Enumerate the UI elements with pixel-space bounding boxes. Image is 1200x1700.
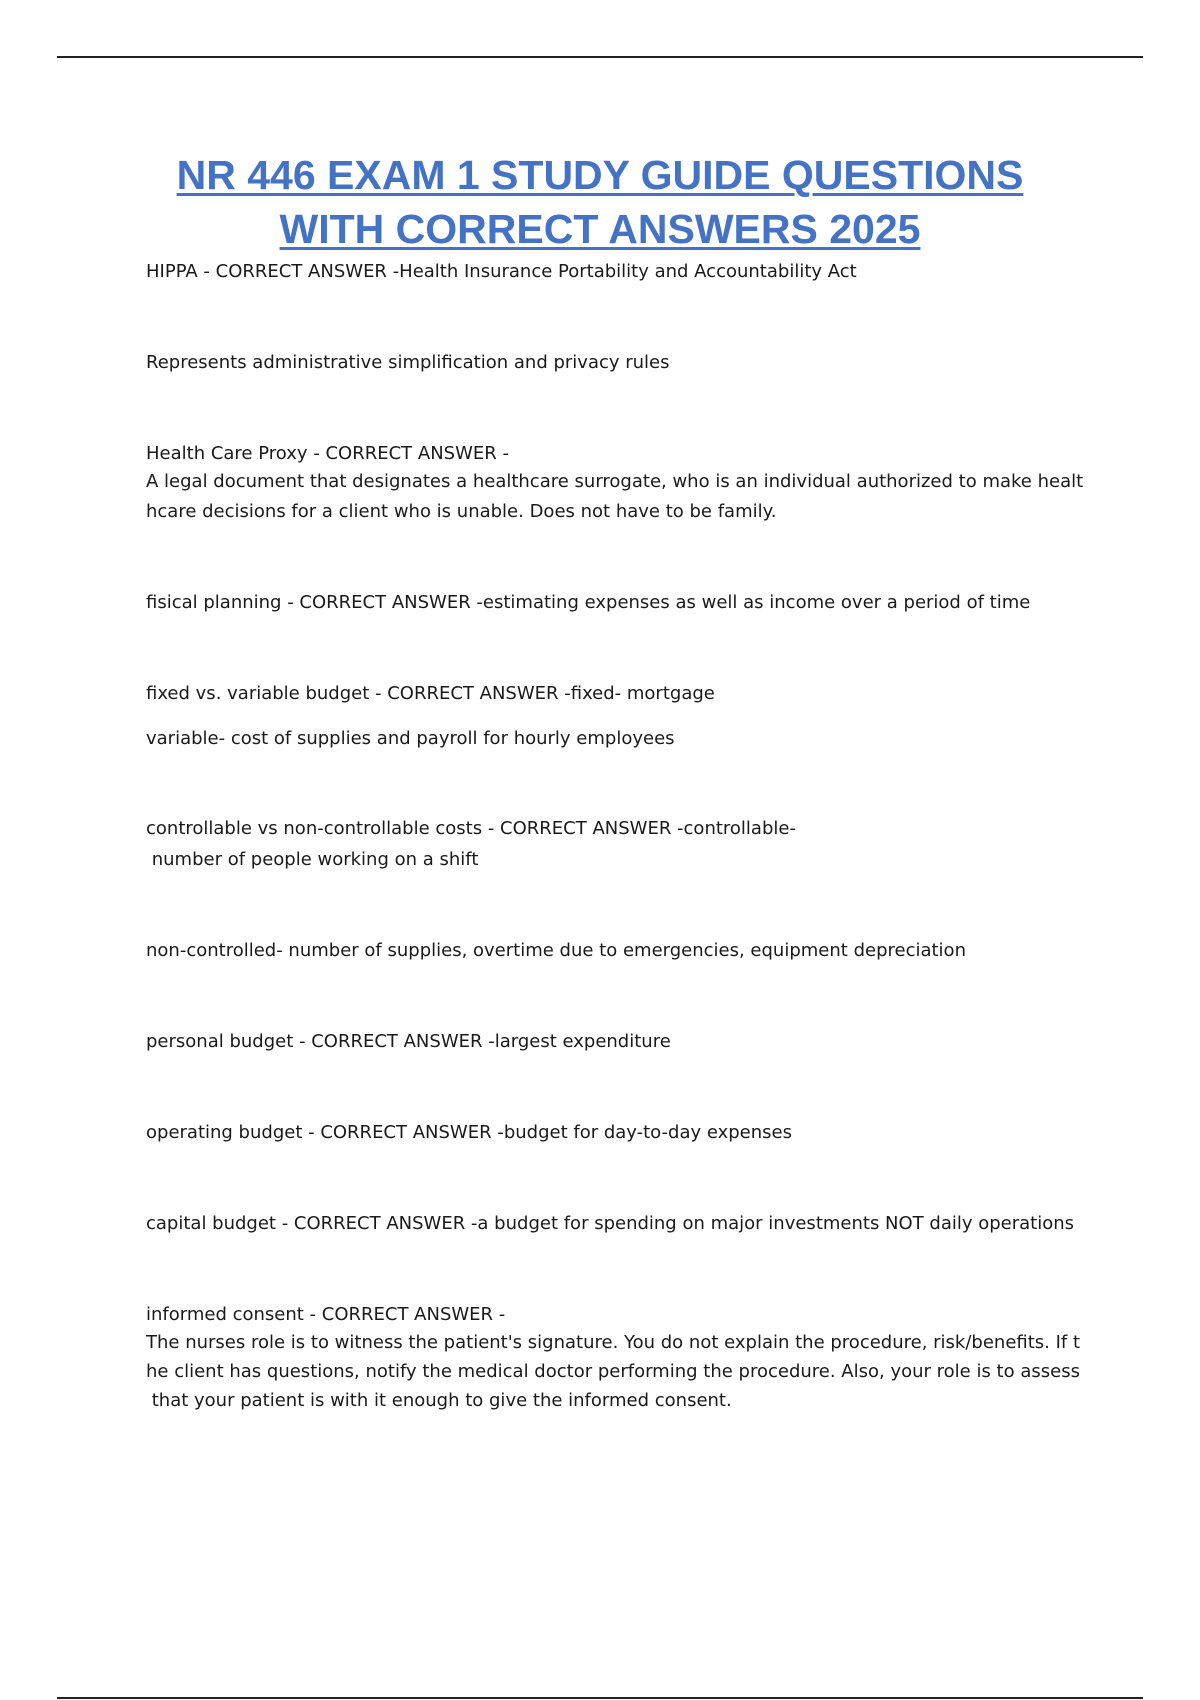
top-rule — [57, 56, 1143, 58]
text-line: number of people working on a shift — [146, 849, 479, 870]
bottom-rule — [57, 1697, 1143, 1699]
text-line: non-controlled- number of supplies, overtime due to emergencies, equipment depreciation — [146, 940, 966, 961]
text-line: operating budget - CORRECT ANSWER -budget for day-to-day expenses — [146, 1122, 792, 1143]
text-line: fisical planning - CORRECT ANSWER -estimating expenses as well as income over a period of time — [146, 592, 1031, 613]
text-line: controllable vs non-controllable costs - CORRECT ANSWER -controllable- — [146, 818, 796, 839]
title-line-2: WITH CORRECT ANSWERS 2025 — [279, 206, 921, 252]
text-line: hcare decisions for a client who is unable. Does not have to be family. — [146, 501, 777, 522]
text-line: HIPPA - CORRECT ANSWER -Health Insurance Portability and Accountability Act — [146, 261, 857, 282]
text-line: that your patient is with it enough to give the informed consent. — [146, 1390, 732, 1411]
text-line: personal budget - CORRECT ANSWER -largest expenditure — [146, 1031, 671, 1052]
title-line-1: NR 446 EXAM 1 STUDY GUIDE QUESTIONS — [176, 152, 1024, 198]
text-line: informed consent - CORRECT ANSWER - — [146, 1304, 506, 1325]
text-line: capital budget - CORRECT ANSWER -a budget for spending on major investments NOT daily operations — [146, 1213, 1075, 1234]
text-line: The nurses role is to witness the patient's signature. You do not explain the procedure, risk/benefits. If t — [146, 1332, 1081, 1353]
text-line: he client has questions, notify the medical doctor performing the procedure. Also, your role is to assess — [146, 1361, 1080, 1382]
text-line: A legal document that designates a healthcare surrogate, who is an individual authorized to make healt — [146, 471, 1084, 492]
text-line: fixed vs. variable budget - CORRECT ANSWER -fixed- mortgage — [146, 683, 715, 704]
document-title — [100, 148, 1100, 256]
text-line: variable- cost of supplies and payroll for hourly employees — [146, 728, 675, 749]
text-line: Health Care Proxy - CORRECT ANSWER - — [146, 443, 509, 464]
text-line: Represents administrative simplification and privacy rules — [146, 352, 670, 373]
